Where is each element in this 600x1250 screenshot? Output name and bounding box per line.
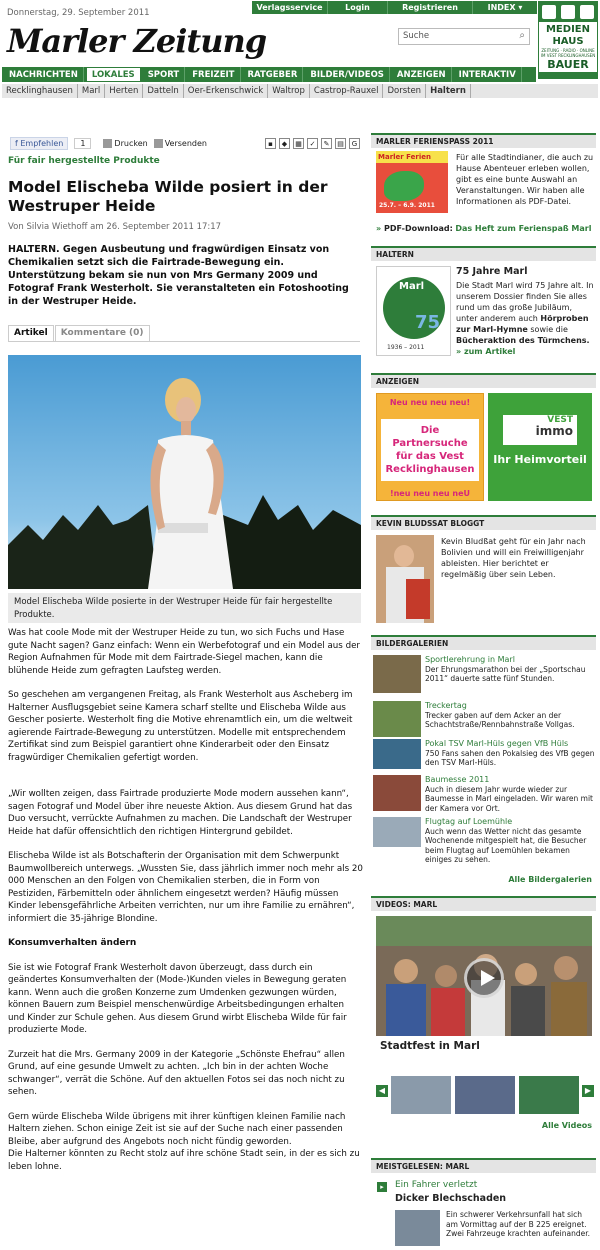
medienhaus-logo[interactable]: [538, 1, 598, 79]
subnav-datteln[interactable]: Datteln: [143, 84, 183, 98]
most-read-kicker: Ein Fahrer verletzt: [395, 1180, 478, 1190]
pdf-label: PDF-Download:: [383, 224, 453, 233]
gallery-text: 750 Fans sahen den Pokalsieg des VfB gegen den TSV Marl-Hüls.: [425, 748, 595, 767]
ad1-bottom: !neu neu neu neU: [389, 489, 471, 498]
dinosaur-icon: [384, 171, 424, 201]
like-label: Empfehlen: [20, 138, 64, 148]
vest-immo-ad[interactable]: [488, 393, 592, 501]
digg-icon[interactable]: ✓: [307, 138, 318, 149]
subnav-herten[interactable]: Herten: [105, 84, 143, 98]
nav-freizeit[interactable]: FREIZEIT: [187, 67, 240, 82]
bauer-text: BAUER: [539, 58, 597, 72]
login-link[interactable]: Login: [327, 1, 387, 14]
most-read-thumb[interactable]: [395, 1210, 440, 1246]
bookmark-icons: [265, 138, 360, 149]
ferienpass-pdf-row: » PDF-Download: Das Heft zum Ferienspaß Marl: [376, 224, 592, 233]
gallery-title: Treckertag: [425, 701, 467, 710]
ad1-main: Die Partnersuche für das Vest Recklinghausen: [381, 419, 479, 481]
bookmark-icon[interactable]: ▪: [265, 138, 276, 149]
nav-bilder-videos[interactable]: BILDER/VIDEOS: [305, 67, 390, 82]
search-icon[interactable]: ⌕: [519, 30, 525, 41]
ferienpass-heading: MARLER FERIENSPASS 2011: [371, 133, 596, 148]
online-icon: [580, 5, 594, 19]
index-label: INDEX: [487, 3, 516, 12]
gallery-thumb[interactable]: [373, 655, 421, 693]
nav-sport[interactable]: SPORT: [143, 67, 186, 82]
gallery-item[interactable]: [425, 701, 595, 730]
header-date: Donnerstag, 29. September 2011: [7, 8, 150, 18]
nav-nachrichten[interactable]: NACHRICHTEN: [4, 67, 84, 82]
blogger-head: [394, 545, 414, 567]
marl-75-text: Marl: [399, 281, 425, 292]
haltern-text-1: Die Stadt Marl wird 75 Jahre alt. In unserem Dossier finden Sie alles rund um das große Jubiläum, unter anderem auch: [456, 281, 594, 323]
paragraph: Elischeba Wilde ist als Botschafterin der Organisation mit dem Schwerpunkt Baumwollbereich unterwegs. „Wussten Sie, dass jährlich immer noch mehr als 20 000 Menschen an den Folgen von Chemikalien sterben, die in Form von Pestiziden, Färbemitteln oder ähnlichem eingesetzt werden? Häufig müssen Kinder lebensgefährliche Arbeiten verrichten, nur um ihre Familie zu ernähren“, informiert die 35-jährige Blondine.: [8, 851, 363, 924]
ad1-top: Neu neu neu neu!: [389, 398, 471, 407]
haltern-text: [456, 280, 594, 357]
print-button[interactable]: [103, 139, 147, 148]
marl-75-years: 1936 – 2011: [387, 344, 425, 351]
gallery-text: Auch in diesem Jahr wurde wieder zur Baumesse in Marl eingeladen. Wir waren mit der Kamera vor Ort.: [425, 784, 594, 813]
subnav-marl[interactable]: Marl: [78, 84, 105, 98]
meistgelesen-heading: MEISTGELESEN: MARL: [371, 1158, 596, 1173]
expand-icon[interactable]: ▸: [377, 1182, 387, 1192]
subnav-haltern[interactable]: Haltern: [426, 84, 471, 98]
ferienpass-box: [371, 133, 596, 238]
anzeigen-heading: ANZEIGEN: [371, 373, 596, 388]
partnersuche-ad[interactable]: [376, 393, 484, 501]
google-icon[interactable]: G: [349, 138, 360, 149]
subnav-waltrop[interactable]: Waltrop: [268, 84, 310, 98]
search-input[interactable]: [398, 28, 530, 45]
send-label: Versenden: [164, 138, 207, 148]
subnav-dorsten[interactable]: Dorsten: [383, 84, 426, 98]
printer-icon: [103, 139, 112, 148]
most-read-text: Ein schwerer Verkehrsunfall hat sich am Vormittag auf der B 225 ereignet. Zwei Fahrzeuge krachten aufeinander.: [446, 1210, 591, 1238]
nav-lokales[interactable]: LOKALES: [86, 67, 141, 82]
model-photo-illustration: [8, 355, 361, 589]
video-thumb[interactable]: [455, 1076, 515, 1114]
haltern-bold-1: Hörproben zur Marl-Hymne: [456, 314, 589, 334]
vest-immo-logo: [503, 415, 577, 445]
paragraph: Gern würde Elischeba Wilde übrigens mit ihrer künftigen kleinen Familie nach Haltern ziehen. Schon einige Zeit ist sie auf der Suche nach einer passenden Bleibe, aber aufgrund des Angebots noch nicht fündig geworden.: [8, 1111, 346, 1147]
newspaper-icon: [542, 5, 556, 19]
paragraph: Was hat coole Mode mit der Westruper Heide zu tun, wo sich Fuchs und Hase gute Nacht sagen? Ganz einfach: Wenn ein Werbefotograf und ein Model aus der Region Aufnahmen für Mode mit dem Fairtrade-Siegel machen, kann die blühende Heide zum gefragten Laufsteg werden.: [8, 628, 361, 676]
gallery-title: Baumesse 2011: [425, 775, 490, 784]
facebook-like-button[interactable]: [10, 137, 68, 150]
article-subheading: Konsumverhalten ändern: [8, 938, 137, 948]
main-nav: [2, 67, 536, 82]
most-read-title[interactable]: Dicker Blechschaden: [395, 1193, 507, 1204]
article-kicker: Für fair hergestellte Produkte: [8, 156, 160, 166]
gallery-text: Trecker gaben auf dem Acker an der Schachtstraße/Rennbahnstraße Vollgas.: [425, 710, 575, 729]
ferienpass-image-dates: 25.7. – 6.9. 2011: [379, 202, 435, 209]
top-links-bar: [252, 1, 537, 14]
video-player[interactable]: [376, 916, 592, 1036]
paragraph: So geschehen am vergangenen Freitag, als Frank Westerholt aus Ascheberg im Halterner Ausflugsgebiet seine Kamera scharf stellte und Elischeba Wilde aus Gescher posierte. Westerholt fing die Motive ehrenamtlich ein, um die weltweit agierende Fairtrade-Bewegung zu unterstützen. Modelle mit entsprechendem Zertifikat sind zum Beispiel garantiert ohne Kinderarbeit oder den Einsatz fragwürdiger Chemikalien gefertigt worden.: [8, 690, 353, 763]
print-label: Drucken: [114, 138, 148, 148]
gallery-item[interactable]: [425, 817, 595, 865]
video-thumb[interactable]: [519, 1076, 579, 1114]
gallery-title: Sportlerehrung in Marl: [425, 655, 515, 664]
paragraph: Die Halterner könnten zu Recht stolz auf ihre schöne Stadt sein, in der es sich zu leben lohne.: [8, 1149, 360, 1172]
marl-75-number: 75: [415, 312, 441, 333]
paragraph: „Wir wollten zeigen, dass Fairtrade produzierte Mode modern aussehen kann“, sagen Fotograf und Model über ihre neueste Aktion. Aus diesem Grund hat das Duo versucht, verrückte Aufnahmen zu machen. Die Landschaft der Westruper Heide hat dafür offensichtlich den richtigen Hintergrund gebildet.: [8, 789, 353, 837]
play-icon[interactable]: [464, 958, 504, 998]
anzeigen-box: [371, 373, 596, 508]
haltern-text-2: sowie die: [530, 325, 568, 334]
article-byline: Von Silvia Wiethoff am 26. September 2011 17:17: [8, 222, 222, 232]
subnav-oer-erkenschwick[interactable]: Oer-Erkenschwick: [184, 84, 268, 98]
backpack: [406, 579, 430, 619]
gallery-item[interactable]: [425, 739, 595, 768]
vest-text: VEST: [547, 415, 573, 425]
gallery-thumb[interactable]: [373, 739, 421, 769]
ferienpass-text: Für alle Stadtindianer, die auch zu Hause Abenteuer erleben wollen, gibt es eine bunte Auswahl an Veranstaltungen. Wir haben alle Informationen als PDF-Datei.: [456, 153, 594, 206]
gallery-title: Pokal TSV Marl-Hüls gegen VfB Hüls: [425, 739, 569, 748]
radio-icon: [561, 5, 575, 19]
article-toolbar: [10, 135, 360, 151]
haltern-more-link[interactable]: » zum Artikel: [456, 347, 516, 356]
gallery-item[interactable]: [425, 775, 595, 813]
gallery-text: Der Ehrungsmarathon bei der „Sportschau 2011“ dauerte satte fünf Stunden.: [425, 664, 586, 683]
envelope-icon: [154, 139, 163, 148]
marl-75-logo[interactable]: [376, 266, 451, 356]
site-logo[interactable]: Marler Zeitung: [7, 22, 267, 60]
tab-kommentare[interactable]: Kommentare (0): [55, 325, 150, 341]
index-menu[interactable]: [472, 1, 537, 14]
yahoo-icon[interactable]: ▤: [335, 138, 346, 149]
gallery-thumb[interactable]: [373, 775, 421, 811]
subnav-castrop-rauxel[interactable]: Castrop-Rauxel: [310, 84, 384, 98]
medien-text: MEDIEN: [539, 22, 597, 36]
tab-artikel[interactable]: Artikel: [8, 325, 54, 341]
blogger-photo[interactable]: [376, 535, 434, 623]
gallery-thumb[interactable]: [373, 701, 421, 737]
gallery-thumb[interactable]: [373, 817, 421, 847]
paragraph: Zurzeit hat die Mrs. Germany 2009 in der Kategorie „Schönste Ehefrau“ allen Grund, auf eine gesunde Umwelt zu achten. „Ich bin in der achten Woche schwanger“, verrät die Schöne. Auf den aktuellen Fotos sei das noch nicht zu sehen.: [8, 1049, 345, 1097]
medien-subtext: ZEITUNG · RADIO · ONLINE IM VEST RECKLINGHAUSEN: [540, 48, 596, 58]
share-icon[interactable]: ◆: [279, 138, 290, 149]
delicious-icon[interactable]: ▦: [293, 138, 304, 149]
gallery-title: Flugtag auf Loemühle: [425, 817, 513, 826]
gallery-item[interactable]: [425, 655, 595, 684]
article-lead: HALTERN. Gegen Ausbeutung und fragwürdigen Einsatz von Chemikalien setzt sich die Fairtrade-Bewegung ein. Unterstützung bekam sie nun von Mrs Germany 2009 und Fotograf Frank Westerholt. Sie veranstalteten ein Fotoshooting in der Westruper Heide.: [8, 244, 349, 307]
video-thumb[interactable]: [391, 1076, 451, 1114]
all-galleries-link[interactable]: Alle Bildergalerien: [508, 875, 592, 884]
media-icons: [539, 2, 597, 22]
galerien-box: [371, 635, 596, 890]
vest-immo-slogan: Ihr Heimvorteil: [493, 453, 587, 466]
nav-interaktiv[interactable]: INTERAKTIV: [454, 67, 522, 82]
all-videos-link[interactable]: Alle Videos: [541, 1121, 592, 1130]
video-title[interactable]: Stadtfest in Marl: [376, 1036, 592, 1060]
videos-heading: VIDEOS: MARL: [371, 896, 596, 911]
send-button[interactable]: [154, 139, 207, 148]
register-link[interactable]: Registrieren: [387, 1, 472, 14]
search-placeholder: Suche: [403, 31, 430, 41]
article-photo[interactable]: [8, 355, 361, 589]
ferienpass-image[interactable]: [376, 151, 448, 213]
nav-anzeigen[interactable]: ANZEIGEN: [392, 67, 452, 82]
chevron-left-icon[interactable]: ◀: [376, 1085, 388, 1097]
gallery-text: Auch wenn das Wetter nicht das gesamte Wochenende mitgespielt hat, die Besucher beim Flugtag auf Loemühlen bekamen einiges zu sehen.: [425, 826, 587, 864]
sub-nav: [2, 84, 598, 98]
haltern-heading: HALTERN: [371, 246, 596, 261]
immo-text: immo: [535, 424, 573, 438]
pdf-link[interactable]: Das Heft zum Ferienspaß Marl: [455, 224, 592, 233]
haltern-box: [371, 246, 596, 361]
haltern-bold-2: Bücheraktion des Türmchens.: [456, 336, 590, 345]
galerien-heading: BILDERGALERIEN: [371, 635, 596, 650]
videos-box: [371, 896, 596, 1151]
article-tabs: [8, 325, 360, 342]
like-count: 1: [74, 138, 91, 149]
haltern-title[interactable]: 75 Jahre Marl: [456, 266, 528, 277]
haus-text: HAUS: [539, 36, 597, 48]
facebook-icon: f: [15, 138, 18, 148]
blog-box: [371, 515, 596, 630]
verlagsservice-link[interactable]: Verlagsservice: [256, 3, 323, 12]
blog-heading: KEVIN BLUDSSAT BLOGGT: [371, 515, 596, 530]
meistgelesen-box: [371, 1158, 596, 1248]
mister-wong-icon[interactable]: ✎: [321, 138, 332, 149]
nav-ratgeber[interactable]: RATGEBER: [243, 67, 304, 82]
article-body: [8, 627, 363, 1185]
chevron-right-icon[interactable]: ▶: [582, 1085, 594, 1097]
paragraph: Sie ist wie Fotograf Frank Westerholt davon überzeugt, dass durch ein geändertes Konsumverhalten der (Mode-)Kunden vieles in Bewegung geraten kann. Wenn auch die großen Konzerne zum Umdenken gezwungen würden, können Bauern zum Beispiel menschenwürdige Arbeitsbedingungen erhalten und Kinder zur Schule gehen. Aus diesem Grund wirbt Elischeba Wilde für fair produzierte Mode.: [8, 962, 347, 1035]
subnav-recklinghausen[interactable]: Recklinghausen: [2, 84, 78, 98]
blog-text: Kevin Bludßat geht für ein Jahr nach Bolivien und will ein Freiwilligenjahr ableisten. Hier berichtet er regelmäßig über sein Leben.: [441, 537, 586, 579]
ferienpass-image-title: Marler Ferien: [376, 151, 448, 163]
chevron-down-icon: ▾: [518, 3, 523, 12]
photo-caption: Model Elischeba Wilde posierte in der Westruper Heide für fair hergestellte Produkte.: [8, 593, 361, 623]
article-headline: Model Elischeba Wilde posiert in der Westruper Heide: [8, 178, 328, 215]
